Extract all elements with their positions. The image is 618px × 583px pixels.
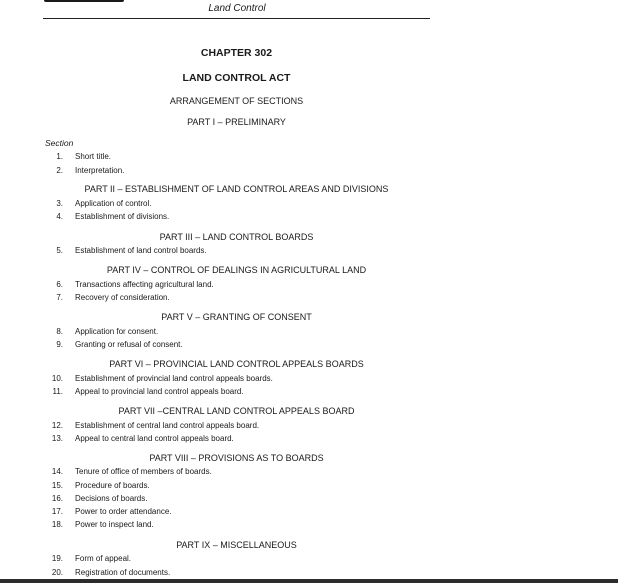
part-heading-5: PART V – GRANTING OF CONSENT bbox=[161, 312, 312, 322]
arrangement-heading: ARRANGEMENT OF SECTIONS bbox=[169, 96, 304, 106]
section-title: Establishment of land control boards. bbox=[75, 246, 207, 255]
section-number: 4. bbox=[56, 212, 63, 221]
part-heading-9: PART IX – MISCELLANEOUS bbox=[176, 540, 297, 550]
section-number: 7. bbox=[56, 293, 63, 302]
chapter-number: CHAPTER 302 bbox=[200, 47, 273, 59]
section-title: Short title. bbox=[75, 152, 112, 161]
section-column-label: Section bbox=[45, 138, 74, 148]
part-heading-2: PART II – ESTABLISHMENT OF LAND CONTROL AREAS AND DIVISIONS bbox=[84, 184, 389, 194]
section-number: 15. bbox=[51, 481, 63, 490]
section-number: 8. bbox=[56, 327, 63, 336]
section-title: Appeal to provincial land control appeals board. bbox=[75, 387, 244, 396]
section-number: 17. bbox=[51, 507, 63, 516]
running-header-title: Land Control bbox=[208, 3, 266, 14]
header-rule bbox=[43, 18, 430, 19]
viewer-bottom-edge bbox=[0, 579, 618, 583]
section-number: 3. bbox=[56, 199, 63, 208]
section-title: Registration of documents. bbox=[75, 568, 171, 577]
section-title: Tenure of office of members of boards. bbox=[75, 467, 212, 476]
section-number: 12. bbox=[51, 421, 63, 430]
section-number: 2. bbox=[56, 166, 63, 175]
section-title: Application for consent. bbox=[75, 327, 159, 336]
section-number: 16. bbox=[51, 494, 63, 503]
part-heading-4: PART IV – CONTROL OF DEALINGS IN AGRICULTURAL LAND bbox=[106, 265, 367, 275]
section-title: Establishment of provincial land control appeals boards. bbox=[75, 374, 273, 383]
section-number: 13. bbox=[51, 434, 63, 443]
part-heading-7: PART VII –CENTRAL LAND CONTROL APPEALS BOARD bbox=[118, 406, 355, 416]
section-number: 6. bbox=[56, 280, 63, 289]
part-heading-6: PART VI – PROVINCIAL LAND CONTROL APPEALS BOARDS bbox=[109, 359, 364, 369]
cropped-header-mark bbox=[44, 0, 124, 2]
section-title: Granting or refusal of consent. bbox=[75, 340, 183, 349]
section-title: Decisions of boards. bbox=[75, 494, 148, 503]
section-number: 5. bbox=[56, 246, 63, 255]
section-number: 10. bbox=[51, 374, 63, 383]
section-number: 9. bbox=[56, 340, 63, 349]
part-heading-1: PART I – PRELIMINARY bbox=[187, 117, 286, 127]
section-number: 19. bbox=[51, 554, 63, 563]
part-heading-3: PART III – LAND CONTROL BOARDS bbox=[159, 232, 314, 242]
section-number: 20. bbox=[51, 568, 63, 577]
section-title: Recovery of consideration. bbox=[75, 293, 170, 302]
section-title: Power to inspect land. bbox=[75, 520, 154, 529]
section-number: 14. bbox=[51, 467, 63, 476]
section-title: Form of appeal. bbox=[75, 554, 132, 563]
section-title: Application of control. bbox=[75, 199, 152, 208]
section-number: 18. bbox=[51, 520, 63, 529]
section-title: Procedure of boards. bbox=[75, 481, 150, 490]
section-number: 1. bbox=[56, 152, 63, 161]
section-title: Establishment of central land control appeals board. bbox=[75, 421, 260, 430]
act-title: LAND CONTROL ACT bbox=[182, 72, 291, 84]
section-number: 11. bbox=[52, 387, 63, 396]
section-title: Establishment of divisions. bbox=[75, 212, 170, 221]
section-title: Power to order attendance. bbox=[75, 507, 172, 516]
section-title: Appeal to central land control appeals board. bbox=[75, 434, 234, 443]
section-title: Transactions affecting agricultural land. bbox=[75, 280, 214, 289]
part-heading-8: PART VIII – PROVISIONS AS TO BOARDS bbox=[149, 453, 324, 463]
section-title: Interpretation. bbox=[75, 166, 125, 175]
